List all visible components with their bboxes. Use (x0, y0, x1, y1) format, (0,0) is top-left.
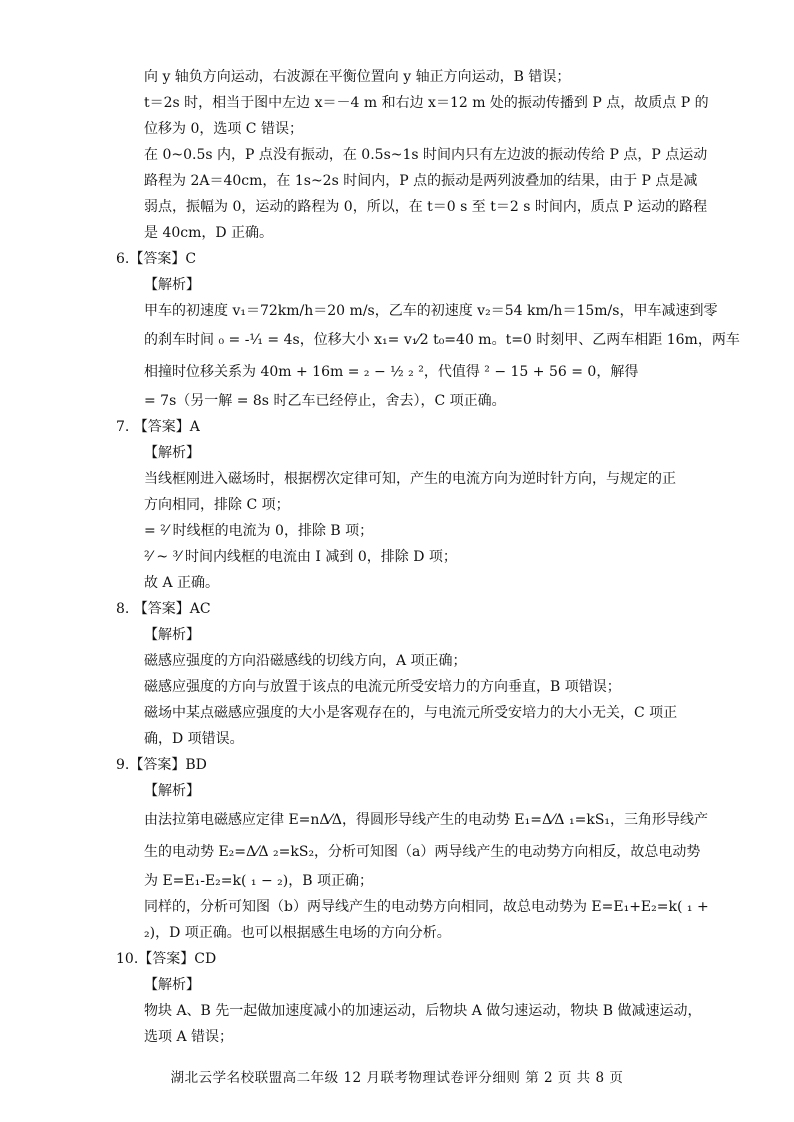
question-answer-heading: 9.【答案】BD (116, 757, 207, 773)
text-line: 生的电动势 E₂=Δ⁄Δ ₂=kS₂，分析可知图（a）两导线产生的电动势方向相反，故总电动势 (144, 844, 701, 860)
text-line: 方向相同，排除 C 项； (144, 497, 290, 513)
page-footer: 湖北云学名校联盟高二年级 12 月联考物理试卷评分细则 第 2 页 共 8 页 (170, 1070, 624, 1086)
text-line: 弱点，振幅为 0，运动的路程为 0，所以，在 t＝0 s 至 t＝2 s 时间内，质点 P 运动的路程 (144, 199, 708, 215)
text-line: = 7s（另一解 = 8s 时乙车已经停止，舍去），C 项正确。 (144, 393, 506, 409)
text-line: 确，D 项错误。 (144, 731, 244, 747)
text-line: 【解析】 (144, 445, 200, 461)
text-line: 选项 A 错误； (144, 1029, 234, 1045)
question-answer-heading: 10.【答案】CD (116, 951, 217, 967)
text-line: 为 E=E₁-E₂=k( ₁ − ₂)，B 项正确； (144, 873, 373, 889)
text-line: 磁场中某点磁感应强度的大小是客观存在的，与电流元所受安培力的大小无关，C 项正 (144, 705, 678, 721)
text-line: 的刹车时间 ₀ = -¹⁄₁ = 4s，位移大小 x₁= v₁⁄2 t₀=40 m。t=0 时刻甲、乙两车相距 16m，两车 (144, 332, 740, 348)
question-answer-heading: 8. 【答案】AC (116, 601, 211, 617)
text-line: 【解析】 (144, 783, 200, 799)
text-line: 甲车的初速度 v₁＝72km/h＝20 m/s，乙车的初速度 v₂＝54 km/h＝15m/s，甲车减速到零 (144, 303, 718, 319)
question-answer-heading: 6.【答案】C (116, 251, 197, 267)
text-line: 【解析】 (144, 977, 200, 993)
text-line: 当线框刚进入磁场时，根据楞次定律可知，产生的电流方向为逆时针方向，与规定的正 (144, 471, 676, 487)
text-line: 在 0~0.5s 内，P 点没有振动，在 0.5s~1s 时间内只有左边波的振动传给 P 点，P 点运动 (144, 147, 708, 163)
text-line: 【解析】 (144, 627, 200, 643)
text-line: ²⁄ ~ ³⁄ 时间内线框的电流由 I 减到 0，排除 D 项； (144, 549, 457, 565)
text-line: 磁感应强度的方向与放置于该点的电流元所受安培力的方向垂直，B 项错误； (144, 679, 621, 695)
text-line: 【解析】 (144, 277, 200, 293)
text-line: 位移为 0，选项 C 错误； (144, 121, 303, 137)
text-line: 磁感应强度的方向沿磁感线的切线方向，A 项正确； (144, 653, 467, 669)
text-line: 同样的，分析可知图（b）两导线产生的电动势方向相同，故总电动势为 E=E₁+E₂=k( ₁ + (144, 899, 709, 915)
text-line: 是 40cm，D 正确。 (144, 225, 274, 241)
text-line: t＝2s 时，相当于图中左边 x＝－4 m 和右边 x＝12 m 处的振动传播到 P 点，故质点 P 的 (144, 95, 709, 111)
text-line: = ²⁄ 时线框的电流为 0，排除 B 项； (144, 523, 374, 539)
text-line: 故 A 正确。 (144, 575, 220, 591)
question-answer-heading: 7. 【答案】A (116, 419, 200, 435)
text-line: 由法拉第电磁感应定律 E=nΔ⁄Δ，得圆形导线产生的电动势 E₁=Δ⁄Δ ₁=kS₁，三角形导线产 (144, 812, 709, 828)
text-line: ₂)，D 项正确。也可以根据感生电场的方向分析。 (144, 925, 451, 941)
text-line: 相撞时位移关系为 40m + 16m = ₂ − ½ ₂ ²，代值得 ² − 15 + 56 = 0，解得 (144, 364, 639, 380)
answer-body (116, 64, 740, 1050)
text-line: 物块 A、B 先一起做加速度减小的加速运动，后物块 A 做匀速运动，物块 B 做减速运动， (144, 1003, 702, 1019)
text-line: 向 y 轴负方向运动，右波源在平衡位置向 y 轴正方向运动，B 错误； (144, 69, 571, 85)
text-line: 路程为 2A＝40cm，在 1s~2s 时间内，P 点的振动是两列波叠加的结果，由于 P 点是减 (144, 173, 698, 189)
